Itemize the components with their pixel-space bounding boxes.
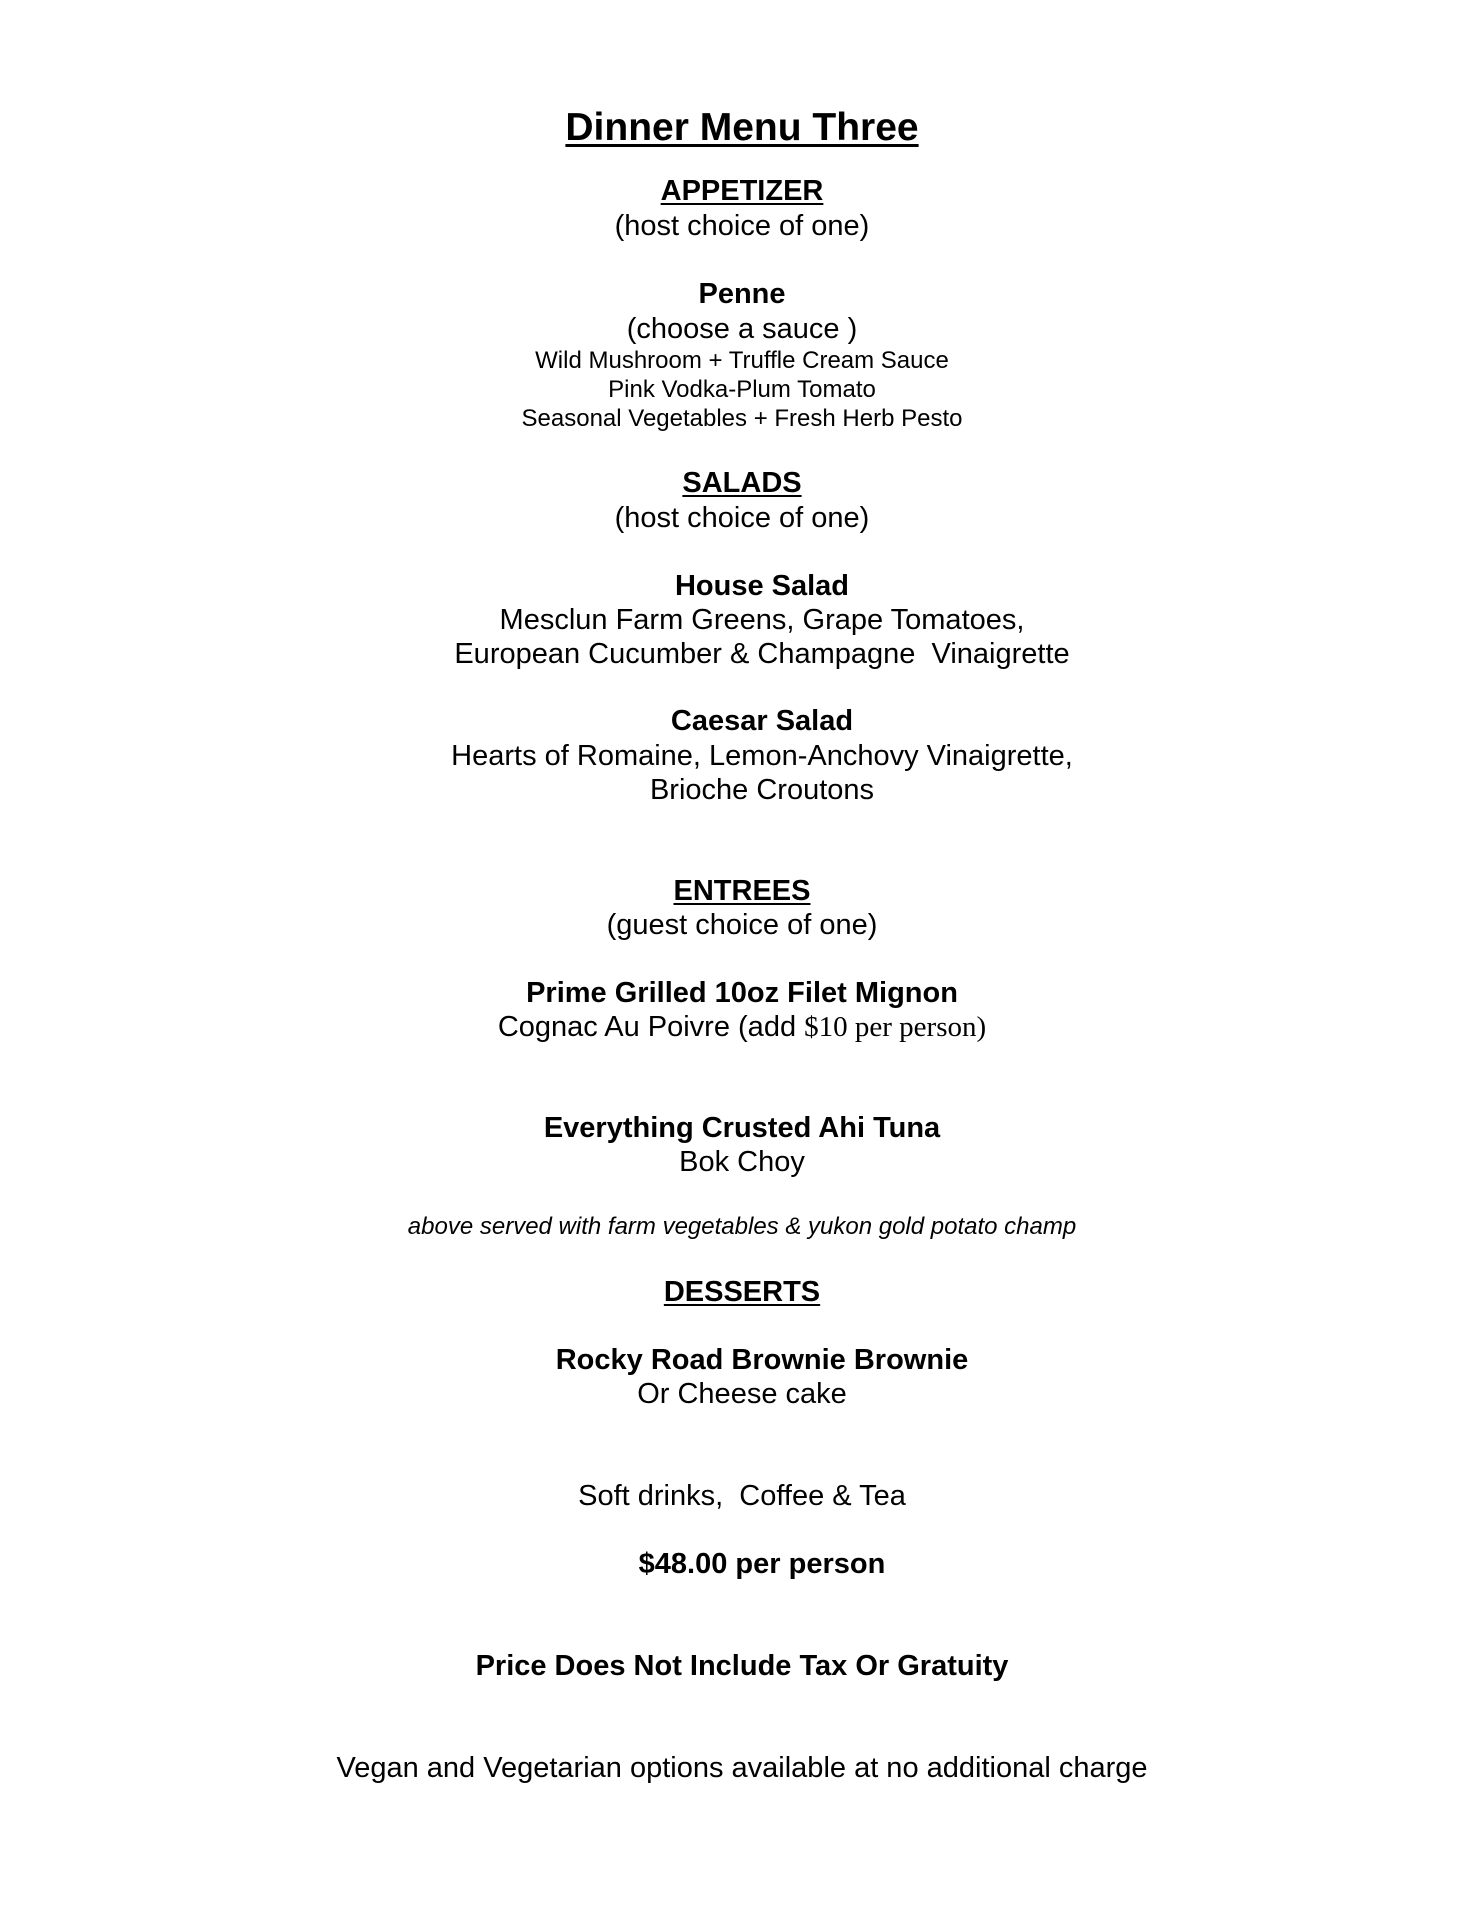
entree-description: Bok Choy [679, 1146, 805, 1178]
menu-title: Dinner Menu Three [565, 106, 919, 149]
salad-name: Caesar Salad [670, 705, 854, 737]
tax-disclaimer: Price Does Not Include Tax Or Gratuity [475, 1650, 1009, 1682]
entree-upcharge: $10 per person) [804, 1011, 987, 1043]
sauce-option: Pink Vodka-Plum Tomato [608, 376, 876, 403]
desserts-heading: DESSERTS [663, 1276, 821, 1308]
entrees-note: (guest choice of one) [606, 909, 878, 941]
salads-heading: SALADS [682, 467, 802, 499]
salad-name: House Salad [674, 570, 850, 602]
vegan-note: Vegan and Vegetarian options available at no additional charge [336, 1752, 1148, 1784]
served-with-note: above served with farm vegetables & yukon gold potato champ [407, 1213, 1077, 1240]
entree-name: Everything Crusted Ahi Tuna [543, 1112, 941, 1144]
appetizer-dish-note: (choose a sauce ) [626, 313, 858, 345]
salad-description: European Cucumber & Champagne Vinaigrette [454, 638, 1070, 670]
dessert-name: Rocky Road Brownie Brownie [555, 1344, 969, 1376]
entree-description [0, 1013, 1484, 1042]
salad-description: Mesclun Farm Greens, Grape Tomatoes, [499, 604, 1025, 636]
dessert-alternative: Or Cheese cake [637, 1378, 847, 1410]
appetizer-note: (host choice of one) [614, 210, 870, 242]
salad-description: Brioche Croutons [649, 774, 875, 806]
price-per-person: $48.00 per person [638, 1548, 886, 1580]
sauce-option: Wild Mushroom + Truffle Cream Sauce [535, 347, 949, 374]
sauce-option: Seasonal Vegetables + Fresh Herb Pesto [521, 405, 963, 432]
entree-description-text: Cognac Au Poivre (add [497, 1011, 805, 1043]
entree-name: Prime Grilled 10oz Filet Mignon [526, 977, 958, 1009]
salad-description: Hearts of Romaine, Lemon-Anchovy Vinaigrette, [451, 740, 1073, 772]
appetizer-heading: APPETIZER [660, 175, 824, 207]
entrees-heading: ENTREES [673, 875, 811, 907]
drinks-line: Soft drinks, Coffee & Tea [578, 1480, 906, 1512]
appetizer-dish-name: Penne [698, 278, 786, 310]
salads-note: (host choice of one) [614, 502, 870, 534]
